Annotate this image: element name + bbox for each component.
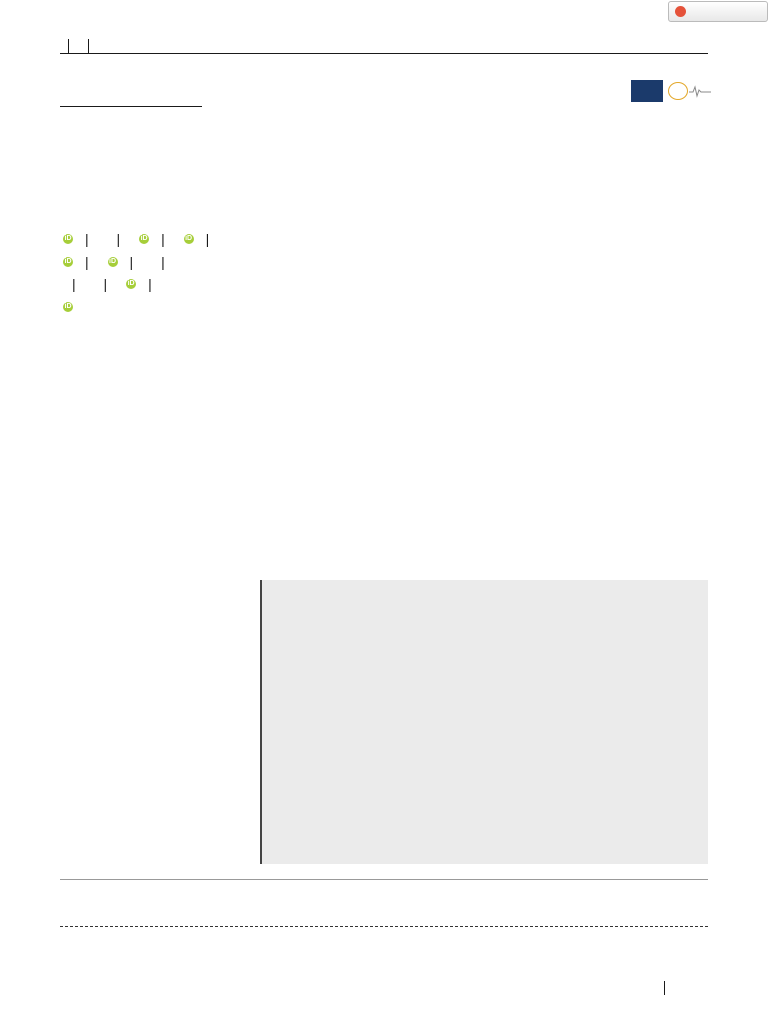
author[interactable] bbox=[88, 276, 92, 292]
author[interactable] bbox=[60, 299, 73, 315]
date-divider bbox=[88, 39, 89, 53]
orcid-icon[interactable]: iD bbox=[140, 235, 148, 243]
author-line-1 bbox=[60, 228, 720, 251]
orcid-icon[interactable]: iD bbox=[185, 235, 193, 243]
author-separator: | bbox=[205, 231, 210, 247]
author[interactable] bbox=[60, 254, 73, 270]
author-separator: | bbox=[161, 231, 165, 247]
author-separator: | bbox=[116, 231, 121, 247]
author[interactable] bbox=[132, 231, 149, 247]
dates-rule bbox=[60, 53, 708, 54]
author[interactable] bbox=[177, 231, 194, 247]
summary-box bbox=[260, 580, 708, 864]
author[interactable] bbox=[101, 254, 118, 270]
update-icon bbox=[675, 6, 686, 17]
author-separator: | bbox=[85, 253, 89, 270]
author-separator: | bbox=[161, 253, 165, 270]
dates-row bbox=[60, 39, 98, 53]
author-separator: | bbox=[129, 253, 134, 270]
orcid-icon[interactable]: iD bbox=[109, 257, 117, 265]
author-separator: | bbox=[103, 276, 108, 292]
author-line-3 bbox=[60, 273, 720, 296]
orcid-icon[interactable]: iD bbox=[64, 302, 72, 310]
article-type-underline bbox=[60, 106, 202, 107]
author[interactable] bbox=[145, 254, 149, 270]
author-line-4 bbox=[60, 296, 720, 319]
esrs-wave-icon bbox=[689, 84, 711, 103]
journal-logo bbox=[631, 80, 663, 102]
orcid-icon[interactable]: iD bbox=[64, 257, 72, 265]
esrs-logo bbox=[668, 82, 688, 100]
author-separator: | bbox=[85, 231, 89, 247]
author-line-2 bbox=[60, 251, 720, 274]
check-for-updates-button[interactable] bbox=[668, 1, 768, 22]
footnote-rule bbox=[60, 879, 708, 880]
orcid-icon[interactable]: iD bbox=[64, 235, 72, 243]
author-separator: | bbox=[72, 276, 76, 292]
author[interactable] bbox=[60, 231, 73, 247]
orcid-icon[interactable]: iD bbox=[127, 280, 135, 288]
author-list bbox=[60, 228, 720, 318]
author[interactable] bbox=[101, 231, 105, 247]
date-divider bbox=[68, 39, 69, 53]
license-rule bbox=[60, 926, 708, 927]
footer-divider bbox=[664, 981, 665, 995]
author[interactable] bbox=[119, 276, 136, 292]
author-separator: | bbox=[148, 276, 152, 292]
